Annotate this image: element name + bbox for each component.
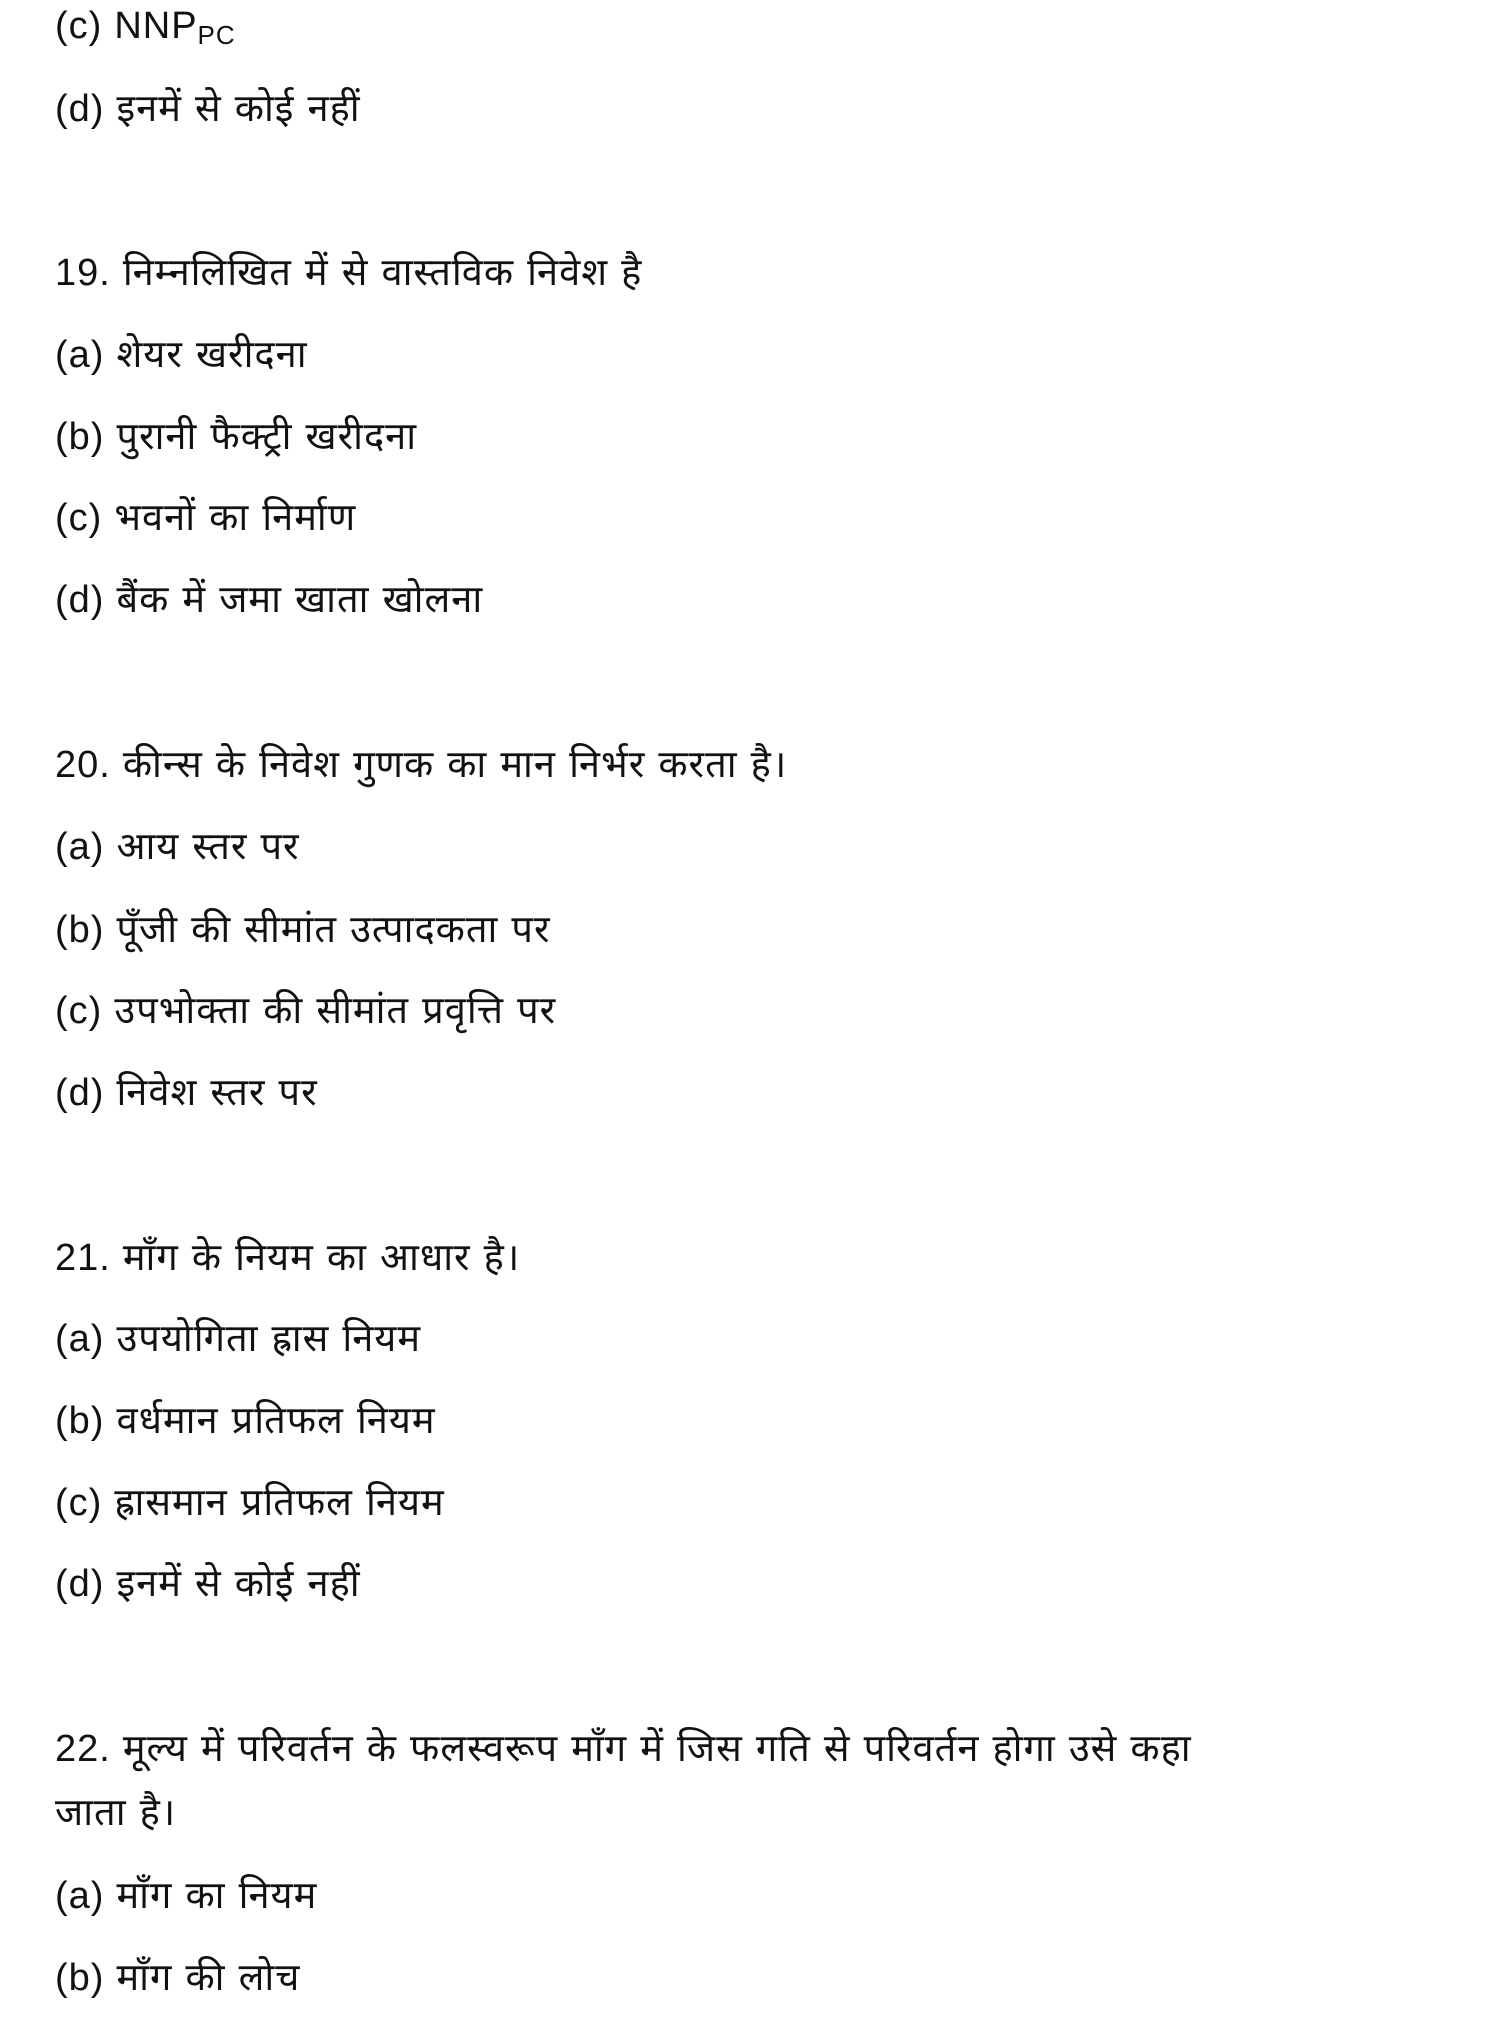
option-c-prev [55, 0, 236, 60]
q21-option-b [55, 1395, 436, 1446]
q19-option-c [55, 492, 356, 543]
option-label: (c) [55, 497, 103, 539]
option-label: (b) [55, 416, 105, 458]
question-number: 20. [55, 744, 111, 786]
question-number: 21. [55, 1237, 111, 1279]
q21-option-a [55, 1313, 421, 1364]
option-text: उपभोक्ता की सीमांत प्रवृत्ति पर [114, 988, 557, 1032]
q19-option-a [55, 329, 308, 380]
question-21 [55, 1232, 520, 1283]
option-label: (b) [55, 1400, 105, 1442]
q20-option-d [55, 1067, 318, 1118]
option-label: (d) [55, 579, 105, 621]
option-text: पूँजी की सीमांत उत्पादकता पर [116, 907, 551, 951]
question-20 [55, 739, 787, 790]
option-label: (c) [55, 5, 103, 47]
question-text-line1: मूल्य में परिवर्तन के फलस्वरूप माँग में जिस गति से परिवर्तन होगा उसे कहा [122, 1726, 1192, 1770]
question-19 [55, 247, 642, 298]
option-text: माँग का नियम [116, 1873, 318, 1917]
q20-option-a [55, 821, 300, 872]
q19-option-b [55, 411, 417, 462]
option-label: (c) [55, 1482, 103, 1524]
option-text: ह्रासमान प्रतिफल नियम [114, 1480, 445, 1524]
option-subscript: PC [197, 20, 236, 50]
option-label: (c) [55, 990, 103, 1032]
question-22-continued [55, 1787, 176, 1837]
q22-option-a [55, 1870, 317, 1921]
option-label: (d) [55, 88, 105, 130]
option-label: (b) [55, 909, 105, 951]
option-label: (a) [55, 1318, 105, 1360]
question-text: माँग के नियम का आधार है। [122, 1235, 521, 1279]
option-text: पुरानी फैक्ट्री खरीदना [116, 414, 418, 458]
question-number: 22. [55, 1728, 111, 1770]
option-label: (a) [55, 334, 105, 376]
option-text: वर्धमान प्रतिफल नियम [116, 1398, 436, 1442]
option-label: (a) [55, 826, 105, 868]
option-label: (a) [55, 1875, 105, 1917]
option-label: (d) [55, 1563, 105, 1605]
q19-option-d [55, 574, 483, 625]
q20-option-b [55, 904, 551, 955]
option-label: (d) [55, 1072, 105, 1114]
option-label: (b) [55, 1957, 105, 1999]
option-text: बैंक में जमा खाता खोलना [116, 577, 484, 621]
q21-option-c [55, 1477, 445, 1528]
option-text: इनमें से कोई नहीं [116, 86, 361, 130]
question-text: कीन्स के निवेश गुणक का मान निर्भर करता है। [122, 742, 788, 786]
q22-option-b [55, 1952, 300, 2003]
option-text: शेयर खरीदना [116, 332, 308, 376]
question-number: 19. [55, 252, 111, 294]
option-text: उपयोगिता ह्रास नियम [116, 1316, 422, 1360]
option-d-prev [55, 83, 361, 134]
option-text: निवेश स्तर पर [116, 1070, 318, 1114]
option-text: भवनों का निर्माण [114, 495, 357, 539]
question-text-line2: जाता है। [55, 1790, 177, 1834]
q20-option-c [55, 985, 556, 1036]
option-text: इनमें से कोई नहीं [116, 1561, 361, 1605]
option-text: माँग की लोच [116, 1955, 301, 1999]
question-text: निम्नलिखित में से वास्तविक निवेश है [122, 250, 643, 294]
option-text: आय स्तर पर [116, 824, 300, 868]
q21-option-d [55, 1558, 361, 1609]
question-22 [55, 1723, 1192, 1774]
option-text: NNP [114, 5, 198, 47]
